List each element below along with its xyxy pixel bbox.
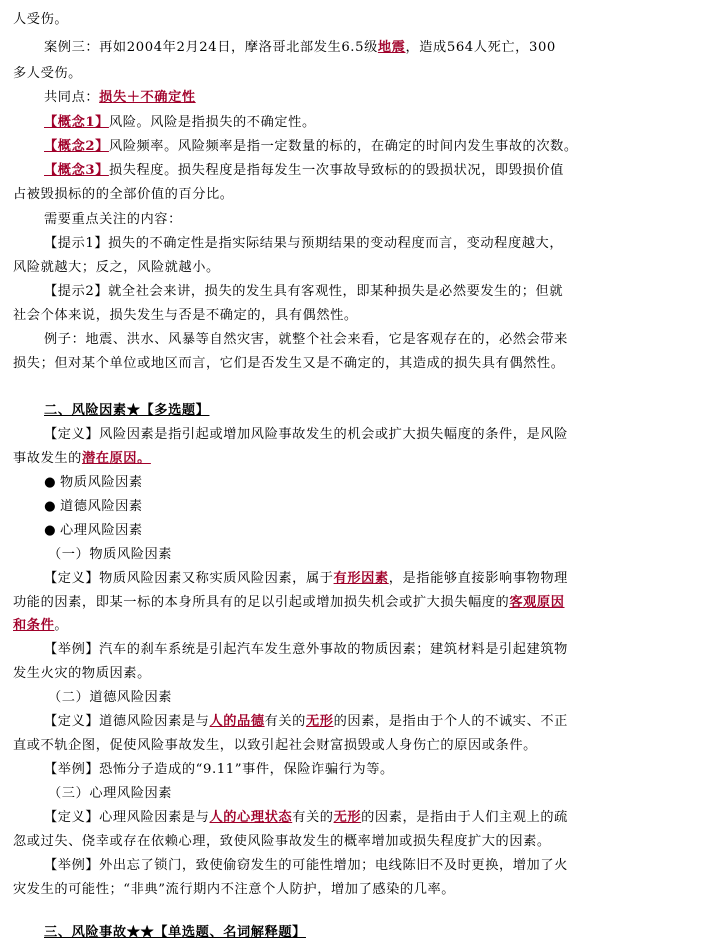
example-line: 【举例】汽车的刹车系统是引起汽车发生意外事故的物质因素；建筑材料是引起建筑物 [44,642,568,657]
concept-2-line: 【概念2】风险频率。风险频率是指一定数量的标的，在确定的时间内发生事故的次数。 [44,139,578,154]
keyword-intangible: 无形 [333,810,362,825]
text-line-case-three: 案例三：再如2004年2月24日，摩洛哥北部发生6.5级地震，造成564人死亡，300 [44,40,556,55]
text-line: 风险就越大；反之，风险就越小。 [13,260,220,275]
bullet-icon: ● [44,523,57,538]
keyword-conditions: 和条件 [13,618,55,633]
keyword-character: 人的品德 [209,714,265,729]
text-line: 和条件。 [13,618,69,633]
definition-line: 【定义】道德风险因素是与人的品德有关的无形的因素，是指由于个人的不诚实、不正 [44,714,568,729]
section-heading-risk-factors: 二、风险因素★【多选题】 [44,403,210,418]
definition-line: 【定义】心理风险因素是与人的心理状态有关的无形的因素，是指由于人们主观上的疏 [44,810,568,825]
concept-2-label: 【概念2】 [44,139,109,154]
tip-2-line: 【提示2】就全社会来讲，损失的发生具有客观性，即某种损失是必然要发生的；但就 [44,284,564,299]
bullet-icon: ● [44,475,57,490]
concept-1-label: 【概念1】 [44,115,109,130]
keyword-tangible-factor: 有形因素 [333,571,389,586]
text-line: 事故发生的潜在原因。 [13,451,151,466]
section-heading-risk-events: 三、风险事故★★【单选题、名词解释题】 [44,925,306,940]
definition-line: 【定义】风险因素是指引起或增加风险事故发生的机会或扩大损失幅度的条件，是风险 [44,427,568,442]
text-line: 发生火灾的物质因素。 [13,666,151,681]
subheading-physical: （一）物质风险因素 [48,547,173,562]
text-line: 忽或过失、侥幸或存在依赖心理，致使风险事故发生的概率增加或损失程度扩大的因素。 [13,834,551,849]
text-line: 社会个体来说，损失发生与否是不确定的，具有偶然性。 [13,308,358,323]
keyword-loss-uncertainty: 损失＋不确定性 [99,90,196,105]
text-line: 占被毁损标的的全部价值的百分比。 [13,187,234,202]
text-line: 需要重点关注的内容： [44,212,182,227]
text-line: 直或不轨企图，促使风险事故发生，以致引起社会财富损毁或人身伤亡的原因或条件。 [13,738,537,753]
text-line: 人受伤。 [13,12,69,27]
definition-line: 【定义】物质风险因素又称实质风险因素，属于有形因素，是指能够直接影响事物物理 [44,571,568,586]
subheading-psychological: （三）心理风险因素 [48,786,173,801]
bullet-item-physical: ● 物质风险因素 [44,471,143,495]
text-line: 灾发生的可能性；“非典”流行期内不注意个人防护，增加了感染的几率。 [13,882,456,897]
keyword-potential-cause: 潜在原因。 [81,451,151,466]
keyword-mental-state: 人的心理状态 [209,810,293,825]
example-line: 【举例】外出忘了锁门，致使偷窃发生的可能性增加；电线陈旧不及时更换，增加了火 [44,858,568,873]
keyword-intangible: 无形 [305,714,334,729]
keyword-objective-cause: 客观原因 [509,595,565,610]
keyword-earthquake: 地震 [377,40,406,55]
text-line: 功能的因素，即某一标的本身所具有的足以引起或增加损失机会或扩大损失幅度的客观原因 [13,595,565,610]
text-line-common-point: 共同点：损失＋不确定性 [44,90,196,105]
bullet-item-psychological: ● 心理风险因素 [44,519,143,543]
concept-3-line: 【概念3】损失程度。损失程度是指每发生一次事故导致标的的毁损状况，即毁损价值 [44,163,564,178]
bullet-icon: ● [44,499,57,514]
text-line: 损失；但对某个单位或地区而言，它们是否发生又是不确定的，其造成的损失具有偶然性。 [13,356,565,371]
example-line: 【举例】恐怖分子造成的“9.11”事件，保险诈骗行为等。 [44,762,394,777]
tip-1-line: 【提示1】损失的不确定性是指实际结果与预期结果的变动程度而言，变动程度越大， [44,236,564,251]
text-line: 多人受伤。 [13,66,82,81]
concept-3-label: 【概念3】 [44,163,109,178]
example-line: 例子：地震、洪水、风暴等自然灾害，就整个社会来看，它是客观存在的，必然会带来 [44,332,568,347]
bullet-item-moral: ● 道德风险因素 [44,495,143,519]
subheading-moral: （二）道德风险因素 [48,690,173,705]
concept-1-line: 【概念1】风险。风险是指损失的不确定性。 [44,115,316,130]
